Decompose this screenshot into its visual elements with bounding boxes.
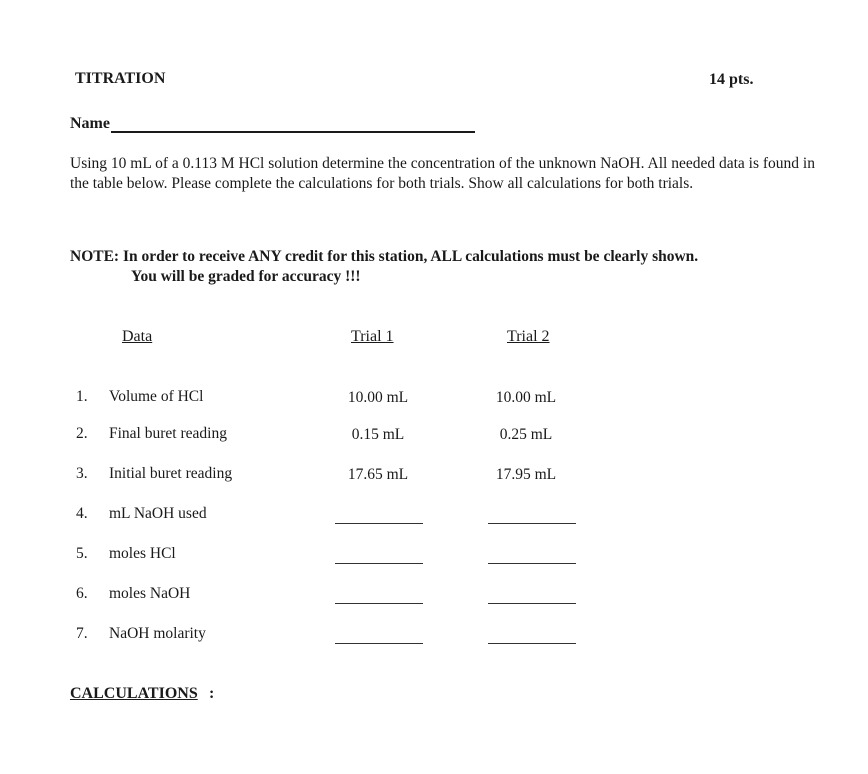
trial-2-answer-blank[interactable]: [488, 643, 576, 644]
trial-1-answer-blank[interactable]: [335, 643, 423, 644]
row-number: 3.: [76, 465, 88, 482]
name-row: [70, 115, 475, 133]
row-number: 5.: [76, 545, 88, 562]
row-number: 1.: [76, 388, 88, 405]
row-label: moles NaOH: [109, 585, 191, 602]
trial-2-value: 17.95 mL: [495, 466, 557, 483]
row-number: 7.: [76, 625, 88, 642]
trial-2-answer-blank[interactable]: [488, 523, 576, 524]
trial-1-answer-blank[interactable]: [335, 563, 423, 564]
row-label: NaOH molarity: [109, 625, 206, 642]
row-number: 2.: [76, 425, 88, 442]
calculations-heading-colon: :: [209, 685, 215, 702]
trial-1-value: 10.00 mL: [347, 389, 409, 406]
note-line-2: You will be graded for accuracy !!!: [131, 268, 361, 285]
row-label: Volume of HCl: [109, 388, 204, 405]
name-blank-line[interactable]: [111, 115, 475, 133]
column-header-trial-2: Trial 2: [507, 328, 550, 345]
trial-2-answer-blank[interactable]: [488, 563, 576, 564]
row-label: moles HCl: [109, 545, 176, 562]
point-value: 14 pts.: [709, 71, 754, 88]
trial-1-value: 17.65 mL: [347, 466, 409, 483]
column-header-data: Data: [122, 328, 153, 345]
instructions-paragraph: Using 10 mL of a 0.113 M HCl solution determine the concentration of the unknown NaOH. All needed data is found in the table below. Please complete the calculations for both trials. Show all calculations for both trials.: [70, 155, 815, 192]
trial-1-answer-blank[interactable]: [335, 523, 423, 524]
row-number: 6.: [76, 585, 88, 602]
row-label: Final buret reading: [109, 425, 227, 442]
row-label: Initial buret reading: [109, 465, 233, 482]
trial-2-answer-blank[interactable]: [488, 603, 576, 604]
trial-2-value: 10.00 mL: [495, 389, 557, 406]
note-line-1: NOTE: In order to receive ANY credit for this station, ALL calculations must be clearly shown.: [70, 248, 699, 265]
trial-1-value: 0.15 mL: [351, 426, 405, 443]
worksheet-title: TITRATION: [75, 70, 166, 87]
row-label: mL NaOH used: [109, 505, 207, 522]
calculations-heading: CALCULATIONS: [70, 685, 198, 702]
name-label: Name: [70, 115, 110, 132]
column-header-trial-1: Trial 1: [351, 328, 394, 345]
row-number: 4.: [76, 505, 88, 522]
trial-2-value: 0.25 mL: [499, 426, 553, 443]
trial-1-answer-blank[interactable]: [335, 603, 423, 604]
